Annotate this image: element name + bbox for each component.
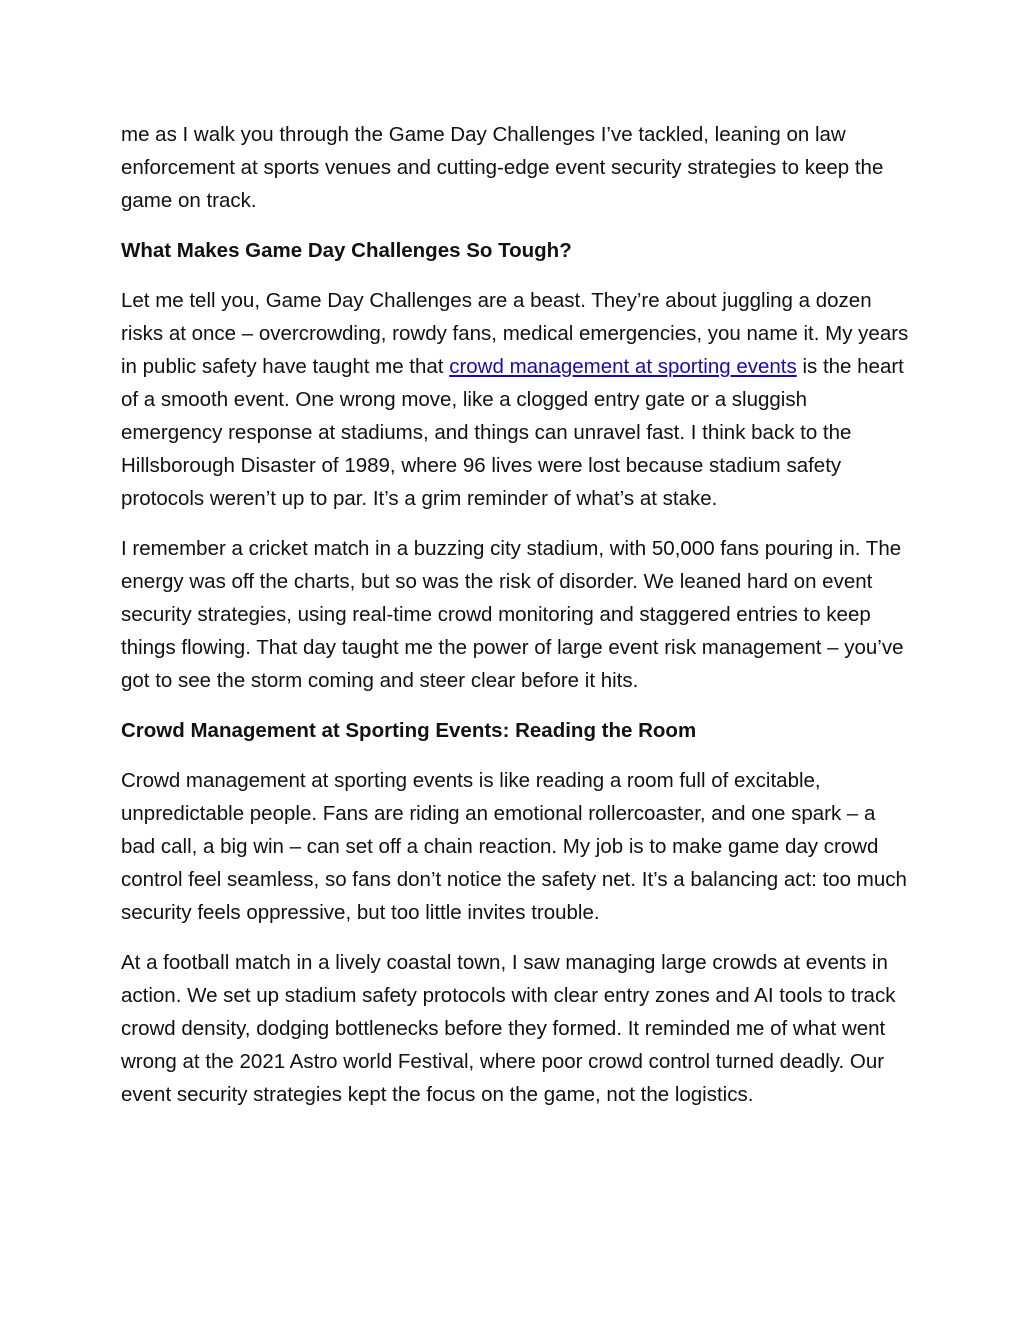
paragraph-cricket-match: I remember a cricket match in a buzzing city stadium, with 50,000 fans pouring in. The energy was off the charts, but so was the risk of disorder. We leaned hard on event security strategies, using real-time crowd monitoring and staggered entries to keep things flowing. That day taught me the power of large event risk management – you’ve got to see the storm coming and steer clear before it hits. — [121, 537, 904, 692]
section-heading-game-day-challenges: What Makes Game Day Challenges So Tough? — [121, 239, 572, 262]
paragraph-game-day-risks — [121, 284, 911, 515]
section-heading-crowd-management: Crowd Management at Sporting Events: Reading the Room — [121, 719, 697, 742]
paragraph-football-match: At a football match in a lively coastal town, I saw managing large crowds at events in action. We set up stadium safety protocols with clear entry zones and AI tools to track crowd density, dodging bottlenecks before they formed. It reminded me of what went wrong at the 2021 Astro world Festival, where poor crowd control turned deadly. Our event security strategies kept the focus on the game, not the logistics. — [121, 951, 896, 1106]
crowd-management-link[interactable]: crowd management at sporting events — [449, 355, 797, 378]
paragraph-text: is the heart of a smooth event. One wrong move, like a clogged entry gate or a sluggish emergency response at stadiums, and things can unravel fast. I think back to the Hillsborough Disaster of 1989, where 96 lives were lost because stadium safety protocols weren’t up to par. It’s a grim reminder of what’s at stake. — [121, 355, 904, 510]
paragraph-text: Let me tell you, Game Day Challenges are a beast. They’re about juggling a dozen risks at once – overcrowding, rowdy fans, medical emergencies, you name it. My years in public safety have taught me that — [121, 289, 909, 378]
paragraph-reading-the-room: Crowd management at sporting events is like reading a room full of excitable, unpredictable people. Fans are riding an emotional rollercoaster, and one spark – a bad call, a big win – can set off a chain reaction. My job is to make game day crowd control feel seamless, so fans don’t notice the safety net. It’s a balancing act: too much security feels oppressive, but too little invites trouble. — [121, 769, 907, 924]
intro-paragraph: me as I walk you through the Game Day Challenges I’ve tackled, leaning on law enforcement at sports venues and cutting-edge event security strategies to keep the game on track. — [121, 123, 884, 212]
document-body — [121, 118, 911, 1128]
